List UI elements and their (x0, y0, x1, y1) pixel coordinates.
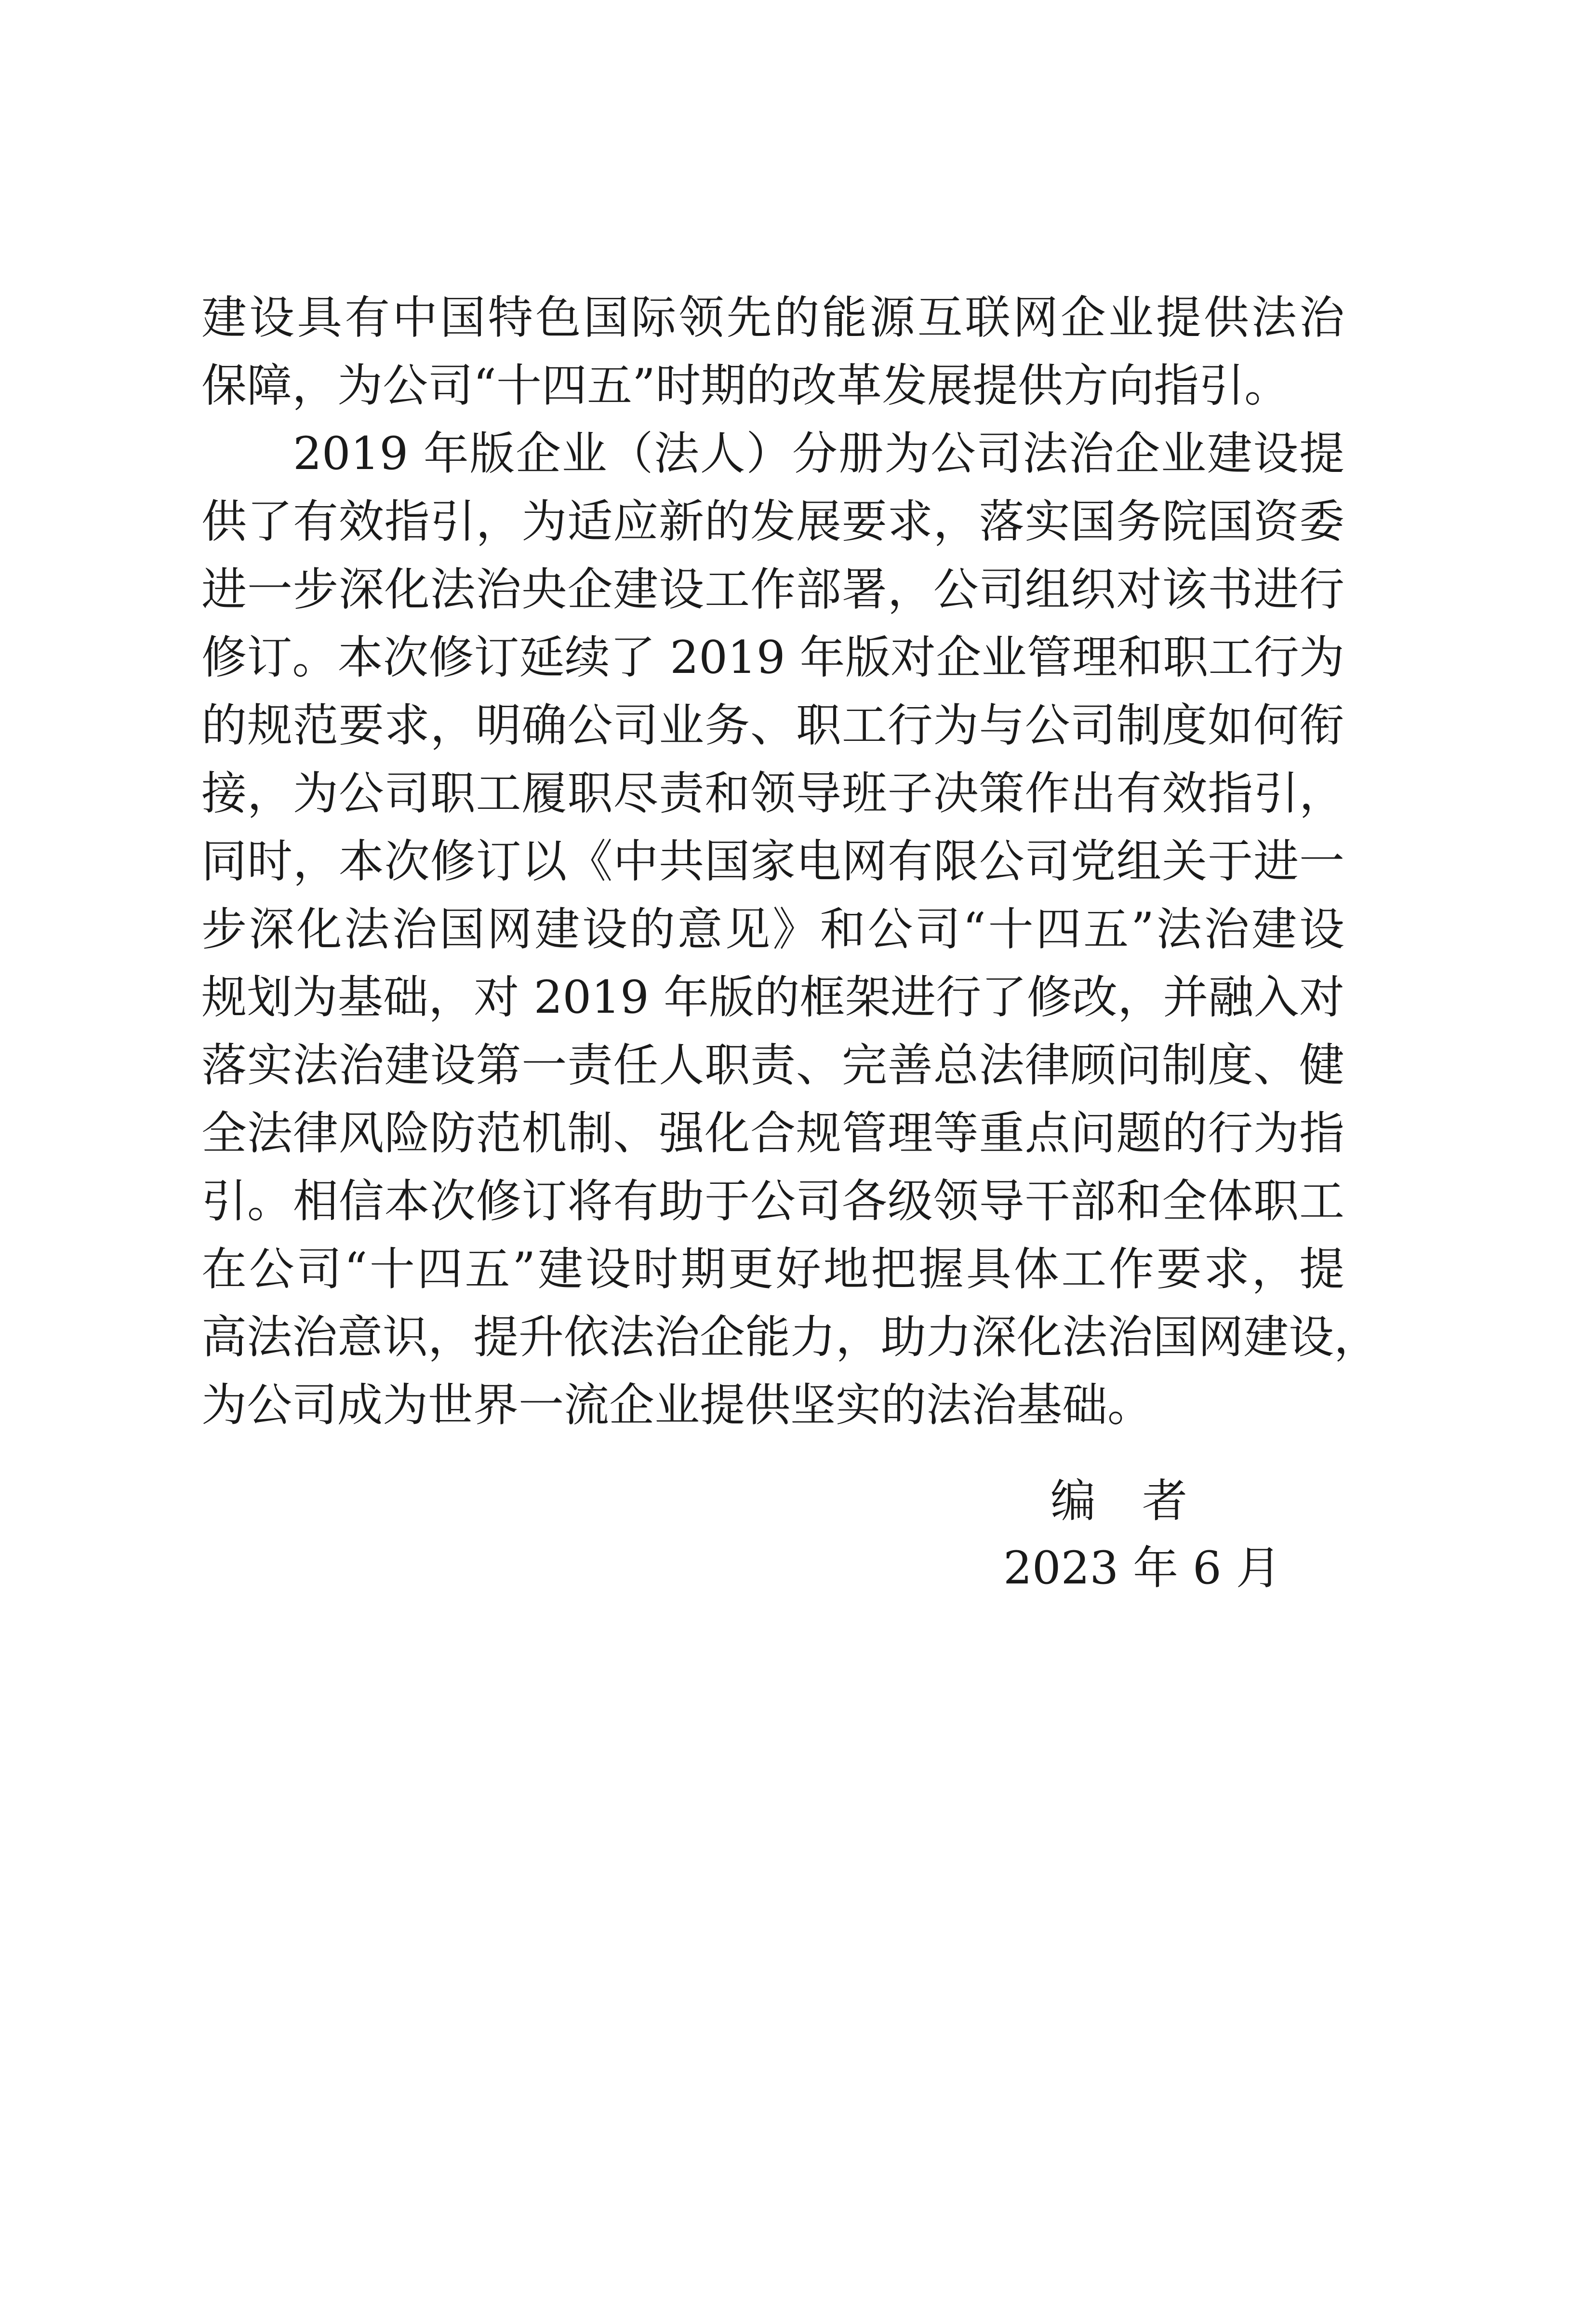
paragraph-line: 在公司“十四五”建设时期更好地把握具体工作要求，提 (201, 1243, 1344, 1296)
paragraph-line: 为公司成为世界一流企业提供坚实的法治基础。 (201, 1379, 1153, 1432)
paragraph-line: 规划为基础，对 2019 年版的框架进行了修改，并融入对 (201, 971, 1344, 1024)
signature-date: 2023 年 6 月 (1003, 1542, 1281, 1595)
paragraph-line: 接，为公司职工履职尽责和领导班子决策作出有效指引， (201, 767, 1344, 820)
paragraph-line: 步深化法治国网建设的意见》和公司“十四五”法治建设 (201, 903, 1344, 956)
paragraph-line: 进一步深化法治央企建设工作部署，公司组织对该书进行 (201, 563, 1344, 616)
signature-editor: 编者 (1051, 1475, 1234, 1528)
paragraph-line: 建设具有中国特色国际领先的能源互联网企业提供法治 (201, 292, 1344, 344)
paragraph-line: 修订。本次修订延续了 2019 年版对企业管理和职工行为 (201, 631, 1344, 684)
paragraph-line: 全法律风险防范机制、强化合规管理等重点问题的行为指 (201, 1107, 1344, 1160)
paragraph-line: 保障，为公司“十四五”时期的改革发展提供方向指引。 (201, 360, 1290, 412)
paragraph-line: 引。相信本次修订将有助于公司各级领导干部和全体职工 (201, 1175, 1344, 1228)
paragraph-line: 同时，本次修订以《中共国家电网有限公司党组关于进一 (201, 835, 1344, 888)
paragraph-line: 高法治意识，提升依法治企能力，助力深化法治国网建设， (201, 1311, 1380, 1364)
paragraph-line: 2019 年版企业（法人）分册为公司法治企业建设提 (293, 428, 1344, 480)
paragraph-line: 的规范要求，明确公司业务、职工行为与公司制度如何衔 (201, 699, 1344, 752)
paragraph-line: 落实法治建设第一责任人职责、完善总法律顾问制度、健 (201, 1039, 1344, 1092)
paragraph-line: 供了有效指引，为适应新的发展要求，落实国务院国资委 (201, 496, 1344, 548)
